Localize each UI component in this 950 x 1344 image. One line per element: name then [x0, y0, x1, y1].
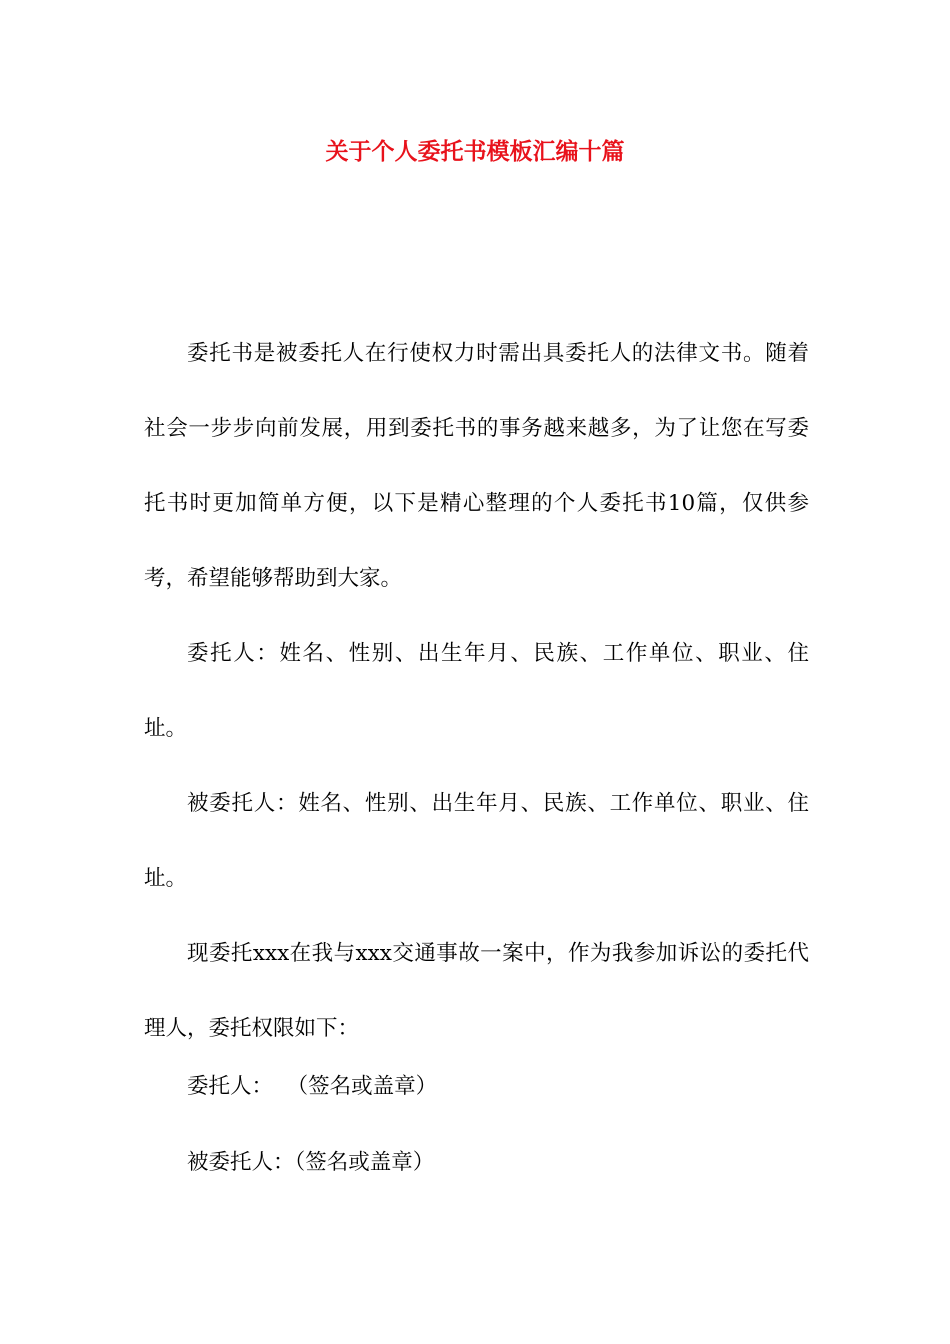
signature-block [144, 1049, 809, 1201]
document-title: 关于个人委托书模板汇编十篇 [325, 139, 625, 165]
authorization-paragraph: 现委托xxx在我与xxx交通事故一案中，作为我参加诉讼的委托代理人，委托权限如下： [144, 941, 809, 1041]
agent-signature-line: 被委托人：（签名或盖章） [187, 1150, 435, 1175]
document-body [144, 316, 809, 1066]
principal-signature-line: 委托人： （签名或盖章） [187, 1074, 438, 1099]
intro-paragraph: 委托书是被委托人在行使权力时需出具委托人的法律文书。随着社会一步步向前发展，用到委托书的事务越来越多，为了让您在写委托书时更加简单方便，以下是精心整理的个人委托书10篇，仅供参考，希望能够帮助到大家。 [144, 341, 809, 591]
agent-info-paragraph: 被委托人：姓名、性别、出生年月、民族、工作单位、职业、住址。 [144, 791, 809, 891]
principal-info-paragraph: 委托人：姓名、性别、出生年月、民族、工作单位、职业、住址。 [144, 641, 809, 741]
